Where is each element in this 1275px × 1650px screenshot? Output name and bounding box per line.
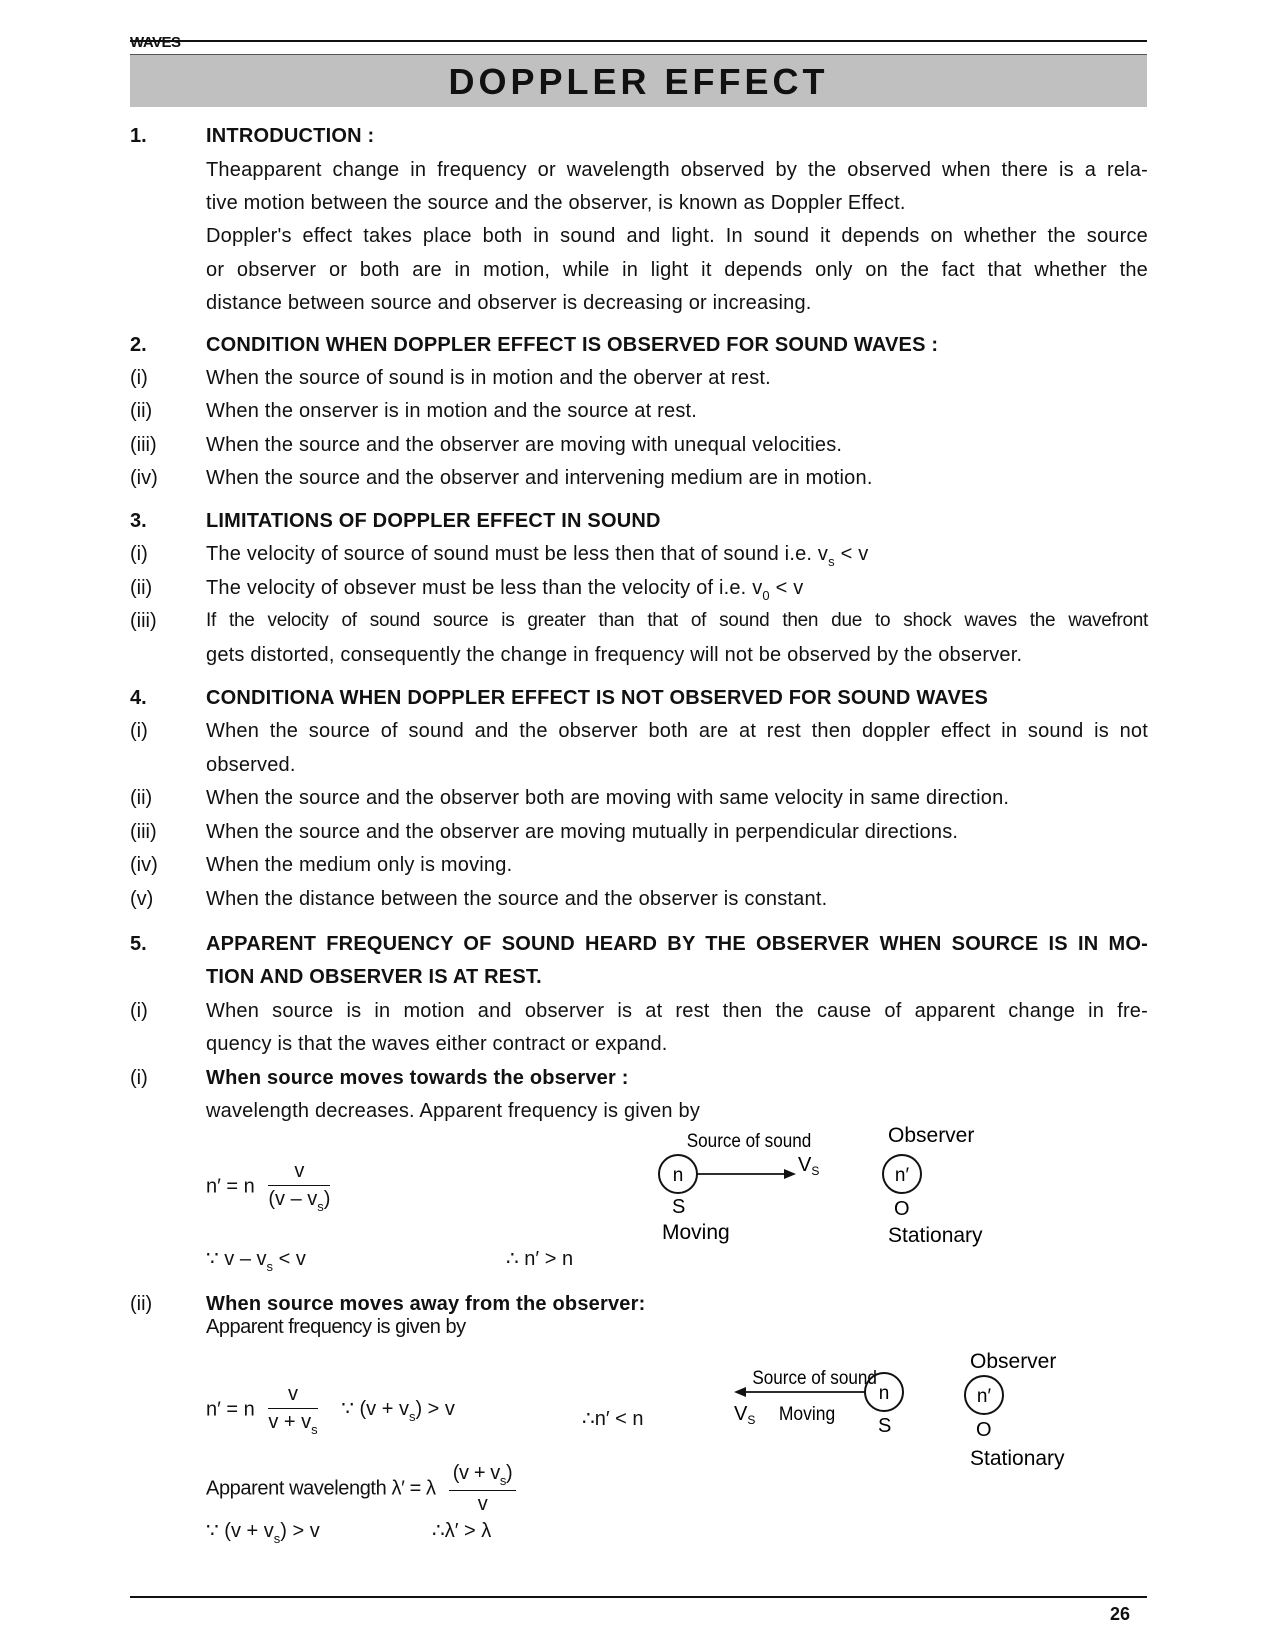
list-item-continued: gets distorted, consequently the change in frequency will not be observed by the observer.	[206, 644, 1023, 666]
list-item: When the source and the observer both are moving with same velocity in same direction.	[206, 787, 1010, 809]
arrow-head-icon	[734, 1387, 746, 1397]
fraction-denominator	[268, 1186, 330, 1214]
list-item: When the distance between the source and the observer is constant.	[206, 888, 828, 910]
source-state: Moving	[662, 1221, 730, 1244]
because-tail: ) > v	[280, 1520, 320, 1542]
section-number: 3.	[130, 510, 147, 532]
therefore-away: ∴n′ < n	[582, 1408, 644, 1430]
item-label: (ii)	[130, 787, 153, 809]
page-number: 26	[1110, 1604, 1131, 1624]
section-number: 4.	[130, 687, 147, 709]
fraction-numerator	[449, 1462, 516, 1491]
diagram-caption: Source of sound	[752, 1367, 877, 1389]
den-text: (v – v	[268, 1188, 318, 1210]
subscript: 0	[762, 588, 770, 603]
list-item: When the source and the observer are moving mutually in perpendicular directions.	[206, 821, 959, 843]
arrow-head-icon	[784, 1169, 796, 1179]
subscript: s	[266, 1259, 274, 1274]
list-item	[206, 577, 1148, 603]
item-label: (i)	[130, 1000, 148, 1022]
num-text: (v + v	[452, 1462, 500, 1484]
fraction-denominator	[268, 1409, 317, 1437]
observer-letter: O	[976, 1419, 992, 1441]
list-item: When the onserver is in motion and the source at rest.	[206, 400, 698, 422]
subscript: s	[273, 1531, 281, 1546]
item-text: The velocity of obsever must be less than the velocity of i.e. v	[206, 577, 763, 599]
list-item	[206, 543, 1148, 569]
observer-label: n′	[976, 1386, 992, 1407]
formula-away	[206, 1383, 455, 1437]
item-label: (i)	[130, 1067, 148, 1089]
subscript: s	[317, 1199, 324, 1214]
section-heading-continued: TION AND OBSERVER IS AT REST.	[206, 966, 542, 988]
paragraph-line: tive motion between the source and the observer, is known as Doppler Effect.	[206, 192, 906, 214]
running-head: WAVES	[130, 34, 181, 51]
section-number: 1.	[130, 125, 147, 147]
away-intro: Apparent frequency is given by	[206, 1316, 466, 1338]
because-tail: ) > v	[415, 1398, 455, 1420]
source-letter: S	[672, 1196, 686, 1218]
diagram-caption: Source of sound	[686, 1130, 812, 1152]
item-label: (iv)	[130, 467, 158, 489]
list-item: When the source of sound is in motion and the oberver at rest.	[206, 367, 771, 389]
diagram-away	[720, 1350, 1080, 1490]
paragraph-line: distance between source and observer is decreasing or increasing.	[206, 292, 812, 314]
towards-intro: wavelength decreases. Apparent frequency is given by	[206, 1100, 701, 1122]
observer-title: Observer	[970, 1350, 1057, 1373]
source-label: n	[878, 1383, 890, 1404]
item-label: (iii)	[130, 821, 157, 843]
observer-title: Observer	[888, 1124, 975, 1147]
observer-state: Stationary	[970, 1447, 1065, 1470]
list-item: When the source and the observer and intervening medium are in motion.	[206, 467, 873, 489]
because-away	[341, 1398, 455, 1424]
fraction	[268, 1160, 330, 1214]
wavelength-formula	[206, 1462, 516, 1516]
item-label: (iii)	[130, 610, 157, 632]
paragraph-line: Theapparent change in frequency or wavelength observed by the observed when there is a rela-	[206, 159, 1148, 181]
section-heading: CONDITION WHEN DOPPLER EFFECT IS OBSERVED FOR SOUND WAVES :	[206, 334, 939, 356]
list-item: When the source and the observer are moving with unequal velocities.	[206, 434, 843, 456]
section-number: 2.	[130, 334, 147, 356]
den-text: v + v	[268, 1411, 312, 1433]
item-label: (i)	[130, 720, 148, 742]
velocity-label: $V_S$	[798, 1154, 820, 1178]
item-label: (ii)	[130, 1293, 153, 1315]
subscript: s	[499, 1473, 506, 1488]
item-tail: < v	[834, 543, 869, 565]
item-label: (ii)	[130, 577, 153, 599]
because-text: ∵ (v + v	[341, 1398, 409, 1420]
item-label: (v)	[130, 888, 154, 910]
subheading-away: When source moves away from the observer:	[206, 1293, 646, 1315]
because-text: ∵ (v + v	[206, 1520, 274, 1542]
item-label: (ii)	[130, 400, 153, 422]
section-heading: APPARENT FREQUENCY OF SOUND HEARD BY THE OBSERVER WHEN SOURCE IS IN MO-	[206, 933, 1148, 955]
item-label: (i)	[130, 367, 148, 389]
subscript: s	[828, 554, 835, 569]
fraction-numerator: v	[268, 1383, 317, 1409]
item-label: (iii)	[130, 434, 157, 456]
fraction	[449, 1462, 516, 1516]
item-text: The velocity of source of sound must be less then that of sound i.e. v	[206, 543, 829, 565]
therefore-away-2: ∴λ′ > λ	[432, 1520, 492, 1542]
list-item: When source is in motion and observer is at rest then the cause of apparent change in fre-	[206, 1000, 1148, 1022]
list-item: If the velocity of sound source is greater than that of sound then due to shock waves the wavefront	[206, 610, 1148, 631]
wavelength-lhs: Apparent wavelength λ′ = λ	[206, 1477, 436, 1500]
subscript: s	[311, 1422, 318, 1437]
formula-towards	[206, 1160, 330, 1214]
diagram-towards	[640, 1115, 1010, 1255]
fraction	[268, 1383, 317, 1437]
item-tail: < v	[769, 577, 804, 599]
section-heading: LIMITATIONS OF DOPPLER EFFECT IN SOUND	[206, 510, 661, 532]
source-state: Moving	[778, 1402, 836, 1425]
source-letter: S	[878, 1415, 892, 1437]
formula-lhs: n′ = n	[206, 1398, 255, 1421]
because-away-2	[206, 1518, 320, 1546]
section-heading: INTRODUCTION :	[206, 125, 375, 147]
fraction-numerator: v	[268, 1160, 330, 1186]
num-tail: )	[505, 1462, 513, 1484]
section-heading: CONDITIONA WHEN DOPPLER EFFECT IS NOT OBSERVED FOR SOUND WAVES	[206, 687, 989, 709]
source-label: n	[672, 1165, 684, 1186]
den-tail: )	[323, 1188, 331, 1210]
paragraph-line: or observer or both are in motion, while in light it depends only on the fact that whether the	[206, 259, 1148, 281]
because-towards	[206, 1246, 306, 1274]
list-item-continued: quency is that the waves either contract or expand.	[206, 1033, 668, 1055]
fraction-denominator: v	[477, 1493, 488, 1515]
item-label: (i)	[130, 543, 148, 565]
list-item: When the source of sound and the observer both are at rest then doppler effect in sound is not	[206, 720, 1148, 742]
list-item-continued: observed.	[206, 754, 296, 776]
header-rule	[130, 40, 1147, 42]
formula-lhs: n′ = n	[206, 1175, 255, 1198]
velocity-label: $V_S$	[734, 1403, 756, 1427]
observer-label: n′	[894, 1165, 910, 1186]
title-band	[130, 54, 1147, 107]
observer-state: Stationary	[888, 1224, 983, 1247]
paragraph-line: Doppler's effect takes place both in sound and light. In sound it depends on whether the source	[206, 225, 1148, 247]
page-title: DOPPLER EFFECT	[448, 61, 829, 102]
section-number: 5.	[130, 933, 147, 955]
list-item: When the medium only is moving.	[206, 854, 513, 876]
footer-rule	[130, 1596, 1147, 1598]
therefore-towards: ∴ n′ > n	[506, 1248, 574, 1270]
subscript: s	[408, 1409, 416, 1424]
because-text: ∵ v – v	[206, 1248, 267, 1270]
because-tail: < v	[273, 1248, 306, 1270]
observer-letter: O	[894, 1198, 910, 1220]
subheading-towards: When source moves towards the observer :	[206, 1067, 629, 1089]
item-label: (iv)	[130, 854, 158, 876]
